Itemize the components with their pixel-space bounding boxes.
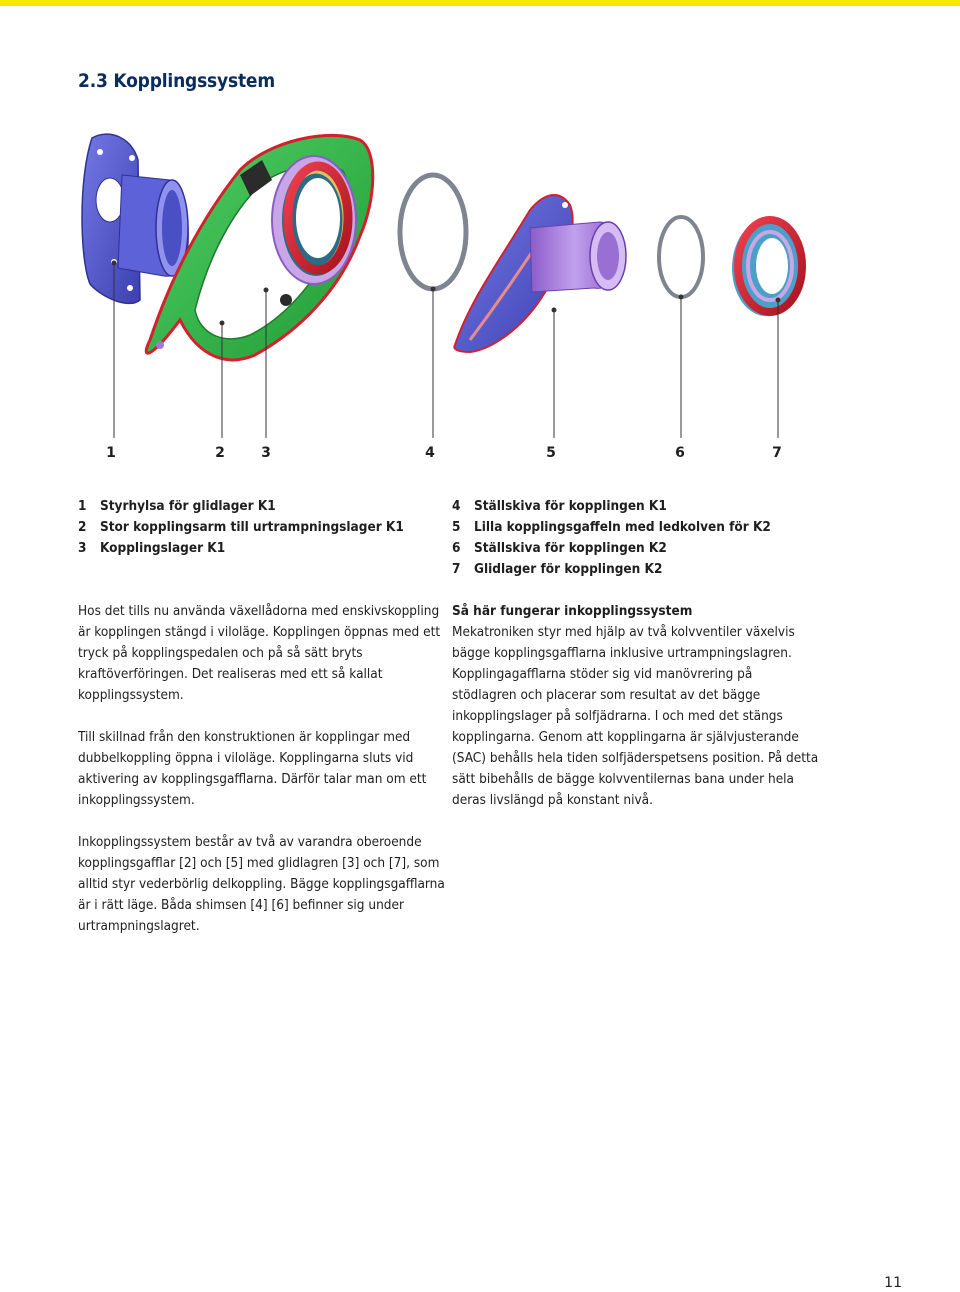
body-heading: Så här fungerar inkopplingssystem: [452, 603, 693, 619]
legend-item: 4 Ställskiva för kopplingen K1: [452, 498, 667, 514]
section-title: 2.3 Kopplingssystem: [78, 70, 275, 92]
part-6-shim-k2: [659, 217, 703, 297]
part-4-shim-k1: [400, 175, 466, 289]
figure-label-4: 4: [425, 445, 435, 461]
figure-label-7: 7: [772, 445, 782, 461]
legend-left: [78, 496, 404, 559]
legend-item: 5 Lilla kopplingsgaffeln med ledkolven för K2: [452, 519, 771, 535]
part-7-slide-bearing-k2: [732, 220, 802, 316]
legend-item: 6 Ställskiva för kopplingen K2: [452, 540, 667, 556]
body-paragraph: Till skillnad från den konstruktionen är kopplingar med dubbelkoppling öppna i viloläge. Kopplingarna sluts vid aktivering av kopplingsgafflarna. Därför talar man om ett inkopplingssystem.: [78, 729, 427, 808]
figure-label-6: 6: [675, 445, 685, 461]
part-1-guide-sleeve: [82, 134, 188, 303]
legend-item: 2 Stor kopplingsarm till urtrampningslager K1: [78, 519, 404, 535]
legend-item: 1 Styrhylsa för glidlager K1: [78, 498, 276, 514]
legend-right: [452, 496, 771, 580]
clutch-system-illustration: [0, 0, 960, 470]
figure-label-5: 5: [546, 445, 556, 461]
figure-label-3: 3: [261, 445, 271, 461]
figure-label-1: 1: [106, 445, 116, 461]
part-3-clutch-bearing-k1: [272, 156, 356, 284]
page-number: 11: [884, 1275, 902, 1291]
body-paragraph: Hos det tills nu använda växellådorna med enskivskoppling är kopplingen stängd i viloläge. Kopplingen öppnas med ett tryck på kopplingspedalen och på så sätt bryts kraftöverföringen. Det realiseras med ett så kallat kopplingssystem.: [78, 603, 441, 703]
legend-item: 7 Glidlager för kopplingen K2: [452, 561, 663, 577]
body-paragraph: Inkopplingssystem består av två av varandra oberoende kopplingsgafflar [2] och [5] med glidlagren [3] och [7], som alltid styr vederbörlig delkoppling. Bägge kopplingsgafflarna är i rätt läge. Båda shimsen [4] [6] befinner sig under urtrampningslagret.: [78, 834, 445, 934]
legend-item: 3 Kopplingslager K1: [78, 540, 226, 556]
body-paragraph: Mekatroniken styr med hjälp av två kolvventiler växelvis bägge kopplingsgafflarna inklusive urtrampningslagren. Kopplingagafflarna stöder sig vid manövrering på stödlagren och placerar som resultat av det bägge inkopplingslager på solfjädrarna. I och med det stängs kopplingarna. Genom att kopplingarna är självjusterande (SAC) behålls hela tiden solfjäderspetsens position. På detta sätt bibehålls de bägge kolvventilernas bana under hela deras livslängd på konstant nivå.: [452, 624, 819, 808]
body-column-left: [78, 601, 446, 958]
figure-label-2: 2: [215, 445, 225, 461]
body-column-right: [452, 601, 820, 832]
part-5-small-clutch-fork: [454, 195, 626, 352]
